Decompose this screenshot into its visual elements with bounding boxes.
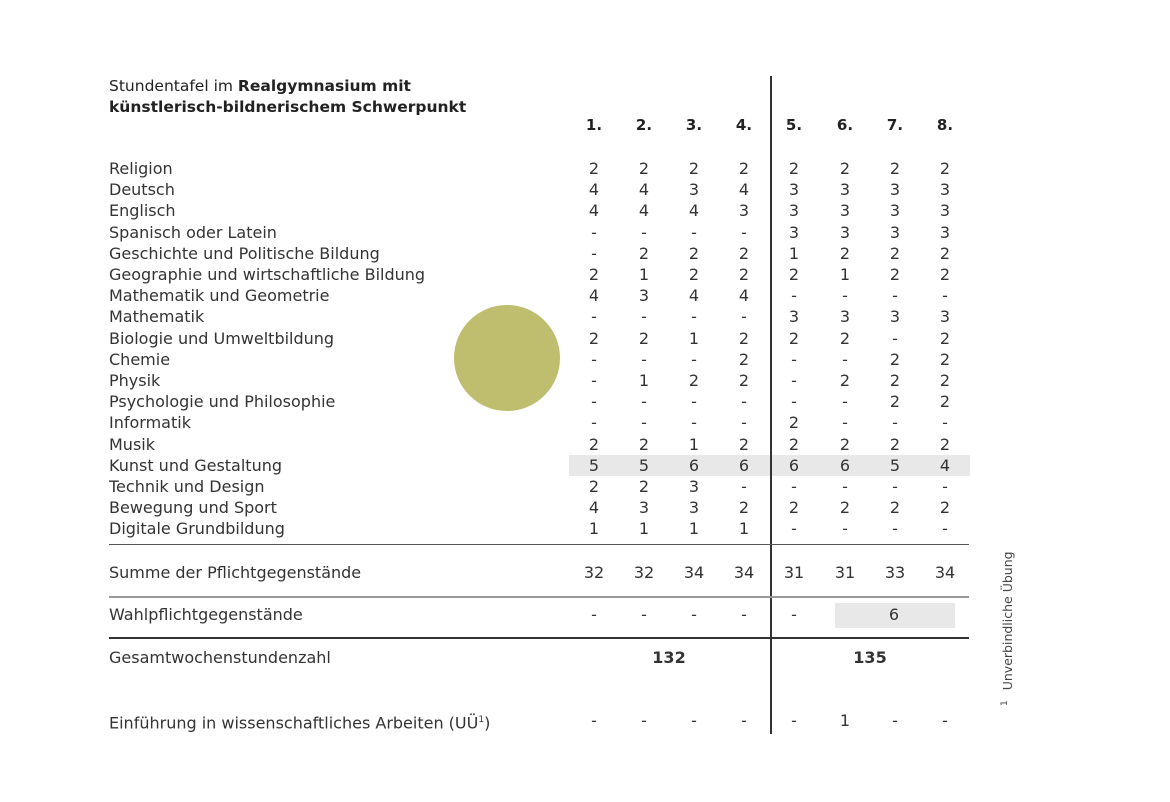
hours-cell: 34 [733,563,755,582]
hours-cell: 2 [889,159,901,178]
subject-name: Biologie und Umweltbildung [109,328,335,348]
hours-cell: 2 [638,434,650,454]
hours-cell: 2 [889,498,901,518]
hours-cell: - [641,349,647,369]
hours-cell: 2 [839,434,851,454]
grade-header: 1. [585,116,603,134]
hours-cell: 3 [889,180,901,200]
hours-cell: 2 [788,434,800,454]
grade-header: 2. [635,116,653,134]
hours-cell: - [741,477,747,496]
hours-cell: 2 [638,477,650,496]
hours-cell: 1 [839,265,851,284]
hours-cell: 3 [688,498,700,518]
hours-cell: 32 [633,563,655,582]
hours-cell: 2 [839,243,851,263]
hours-cell: - [641,413,647,433]
hours-cell: 4 [738,286,750,306]
grade-header: 8. [936,116,954,134]
hours-cell: 1 [638,265,650,284]
hours-cell: - [591,349,597,369]
hours-cell: 3 [939,222,951,242]
hours-cell: 3 [688,180,700,200]
hours-cell: - [741,413,747,433]
grade-header: 5. [785,116,803,134]
hours-cell: 33 [884,563,906,582]
subject-name: Psychologie und Philosophie [109,392,336,412]
hours-cell: - [842,413,848,433]
hours-cell: - [842,349,848,369]
hours-cell: 2 [939,349,951,369]
hours-cell: 3 [839,180,851,200]
hours-cell: 1 [638,371,650,390]
hours-cell: 2 [889,243,901,263]
hours-cell: - [791,711,797,730]
subject-name: Chemie [109,349,171,369]
hours-cell: - [641,605,647,624]
hours-cell: 5 [588,455,600,475]
grade-header: 4. [735,116,753,134]
hours-cell: - [741,392,747,412]
hours-cell: 4 [588,286,600,306]
hours-cell: 3 [688,477,700,496]
hours-cell: 2 [738,498,750,518]
hours-cell: - [791,371,797,390]
grade-header: 7. [886,116,904,134]
hours-cell: 4 [688,201,700,221]
hours-cell: - [691,413,697,433]
hours-cell: 34 [683,563,705,582]
hours-cell: 2 [688,371,700,390]
hours-cell: 2 [939,392,951,412]
hours-cell: 2 [889,349,901,369]
gesamt-upper: 135 [853,648,887,667]
subject-name: Englisch [109,201,176,221]
hours-cell: 2 [889,434,901,454]
hours-cell: - [892,328,898,348]
hours-cell: - [641,307,647,327]
hours-cell: - [942,711,948,730]
wahl-upper-value: 6 [888,605,900,624]
hours-cell: - [641,711,647,730]
hours-cell: - [691,222,697,242]
hours-cell: - [892,477,898,496]
decorative-circle [454,305,560,411]
hours-cell: 3 [788,222,800,242]
hours-cell: 4 [939,455,951,475]
subject-name: Digitale Grundbildung [109,519,285,539]
hours-cell: 2 [588,477,600,496]
hours-cell: 1 [738,519,750,539]
hours-cell: 2 [839,371,851,390]
hours-cell: - [591,392,597,412]
hours-cell: 31 [783,563,805,582]
hours-cell: - [691,392,697,412]
hours-cell: - [591,371,597,390]
hours-cell: 2 [939,498,951,518]
hours-cell: 4 [588,498,600,518]
hours-cell: 4 [588,180,600,200]
hours-cell: 1 [788,243,800,263]
hours-cell: 2 [889,265,901,284]
hours-cell: - [842,519,848,539]
divider-line [109,544,969,545]
hours-cell: 2 [839,328,851,348]
hours-cell: - [591,222,597,242]
hours-cell: 2 [839,498,851,518]
hours-cell: - [942,477,948,496]
hours-cell: 5 [638,455,650,475]
hours-cell: 2 [688,159,700,178]
hours-cell: - [741,711,747,730]
hours-cell: 2 [889,392,901,412]
hours-cell: - [942,286,948,306]
hours-cell: 31 [834,563,856,582]
hours-cell: - [942,519,948,539]
hours-cell: 3 [889,201,901,221]
hours-cell: 2 [738,159,750,178]
hours-cell: 1 [588,519,600,539]
hours-cell: - [591,605,597,624]
subject-name: Musik [109,434,155,454]
hours-cell: - [641,222,647,242]
hours-cell: 1 [688,434,700,454]
hours-cell: 2 [588,265,600,284]
subject-name: Physik [109,371,161,390]
hours-cell: 1 [638,519,650,539]
hours-cell: - [892,286,898,306]
hours-cell: 3 [939,201,951,221]
hours-cell: - [842,286,848,306]
hours-cell: 4 [738,180,750,200]
hours-cell: 2 [939,434,951,454]
hours-cell: - [741,605,747,624]
hours-cell: 3 [889,222,901,242]
hours-cell: 2 [889,371,901,390]
subject-name: Kunst und Gestaltung [109,455,283,475]
grade-header: 3. [685,116,703,134]
subject-name: Informatik [109,413,191,433]
hours-cell: 5 [889,455,901,475]
hours-cell: - [842,392,848,412]
hours-cell: 3 [939,307,951,327]
hours-cell: 2 [939,328,951,348]
subject-name: Bewegung und Sport [109,498,277,518]
hours-cell: - [741,222,747,242]
hours-cell: - [741,307,747,327]
page-title: Stundentafel im Realgymnasium mit künstlerisch-bildnerischem Schwerpunkt [109,77,467,116]
subject-name: Spanisch oder Latein [109,222,277,242]
hours-cell: 3 [638,286,650,306]
hours-cell: 3 [738,201,750,221]
hours-cell: 2 [788,498,800,518]
subject-name: Mathematik [109,307,205,327]
hours-cell: 6 [839,455,851,475]
hours-cell: - [791,349,797,369]
hours-cell: 2 [738,349,750,369]
divider-line [109,596,969,598]
subject-name: Technik und Design [109,477,265,496]
hours-cell: - [892,519,898,539]
hours-cell: 6 [788,455,800,475]
hours-cell: 2 [738,328,750,348]
hours-cell: 2 [638,243,650,263]
hours-cell: - [591,307,597,327]
footnote: $^1$Unverbindliche Übung [1000,551,1016,706]
hours-cell: 2 [839,159,851,178]
hours-cell: 2 [588,434,600,454]
hours-cell: - [591,413,597,433]
hours-cell: - [791,477,797,496]
hours-cell: - [691,605,697,624]
hours-cell: 2 [939,243,951,263]
hours-cell: 3 [839,201,851,221]
hours-cell: 2 [788,328,800,348]
hours-cell: 2 [738,434,750,454]
hours-cell: 2 [688,243,700,263]
hours-cell: 3 [788,180,800,200]
hours-cell: - [591,243,597,263]
hours-cell: 3 [839,222,851,242]
subject-name: Mathematik und Geometrie [109,286,330,306]
hours-cell: 2 [788,159,800,178]
hours-cell: - [942,413,948,433]
subject-name: Deutsch [109,180,175,200]
hours-cell: - [691,307,697,327]
hours-cell: - [892,711,898,730]
hours-cell: 1 [688,328,700,348]
subject-name: Geschichte und Politische Bildung [109,243,380,263]
hours-cell: 2 [588,328,600,348]
hours-cell: - [842,477,848,496]
hours-cell: 2 [939,159,951,178]
divider-line [109,637,969,639]
hours-cell: - [892,413,898,433]
hours-cell: 6 [688,455,700,475]
hours-cell: - [791,286,797,306]
hours-cell: 2 [939,265,951,284]
hours-cell: 4 [688,286,700,306]
hours-cell: 4 [638,180,650,200]
hours-cell: - [791,605,797,624]
hours-cell: 2 [738,243,750,263]
hours-cell: - [641,392,647,412]
hours-cell: 4 [638,201,650,221]
gesamt-lower: 132 [652,648,686,667]
hours-cell: 2 [638,159,650,178]
hours-cell: 2 [638,328,650,348]
hours-cell: 3 [788,307,800,327]
hours-cell: 2 [788,413,800,433]
hours-cell: 6 [738,455,750,475]
hours-cell: 4 [588,201,600,221]
grade-header: 6. [836,116,854,134]
hours-cell: - [791,519,797,539]
hours-cell: 2 [738,265,750,284]
hours-cell: - [691,711,697,730]
hours-cell: 1 [688,519,700,539]
subject-name: Religion [109,159,173,178]
hours-cell: 2 [738,371,750,390]
hours-cell: 2 [939,371,951,390]
hours-cell: 3 [638,498,650,518]
hours-cell: 2 [588,159,600,178]
hours-cell: 1 [839,711,851,730]
hours-cell: - [791,392,797,412]
hours-cell: - [691,349,697,369]
hours-cell: 3 [889,307,901,327]
hours-cell: - [591,711,597,730]
hours-cell: 3 [839,307,851,327]
hours-cell: 3 [939,180,951,200]
hours-cell: 2 [788,265,800,284]
hours-cell: 2 [688,265,700,284]
subject-name: Geographie und wirtschaftliche Bildung [109,265,426,284]
hours-cell: 34 [934,563,956,582]
hours-cell: 32 [583,563,605,582]
hours-cell: 3 [788,201,800,221]
